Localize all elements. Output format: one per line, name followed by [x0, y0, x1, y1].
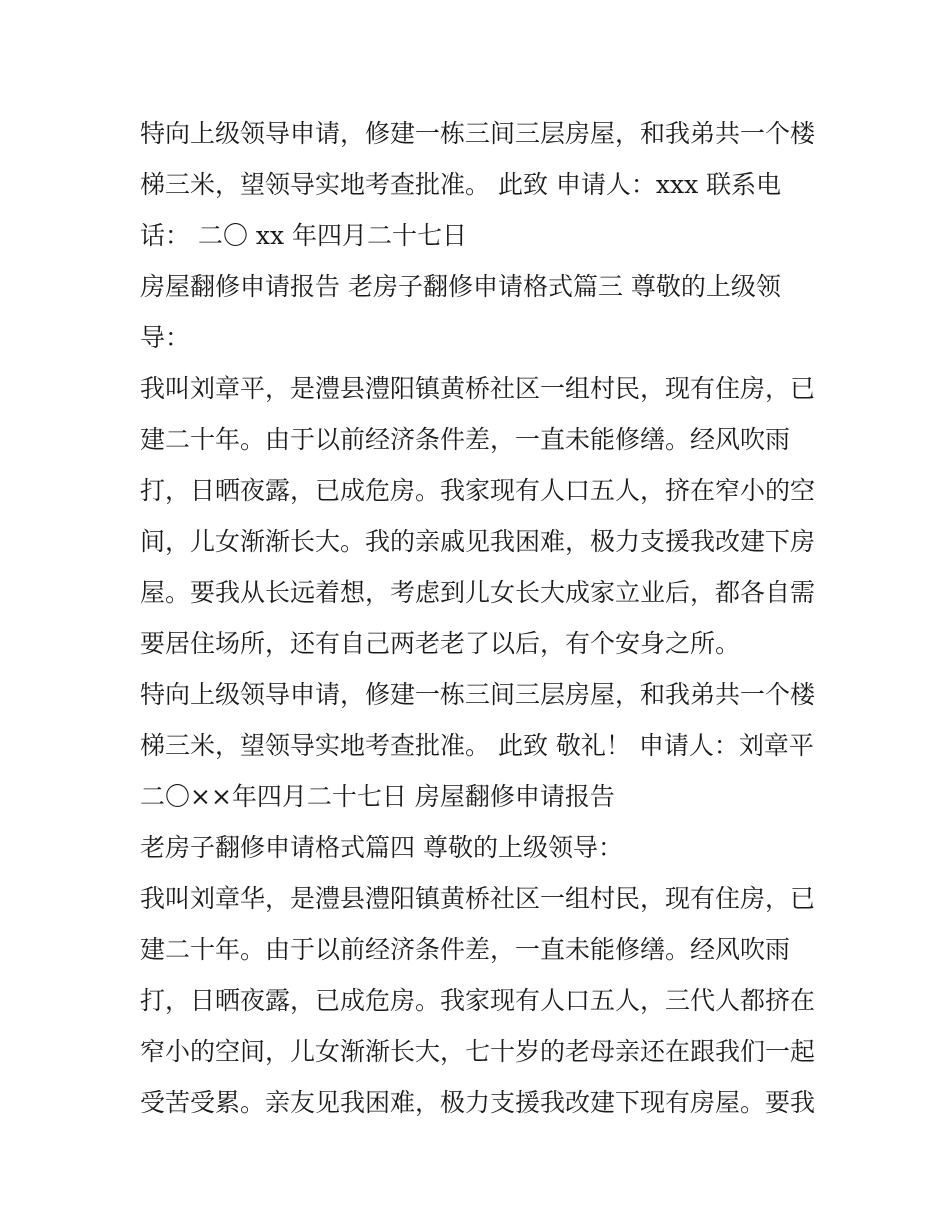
text-line: 建二十年。由于以前经济条件差，一直未能修缮。经风吹雨	[140, 425, 791, 454]
text-line: 打，日晒夜露，已成危房。我家现有人口五人，三代人都挤在	[140, 986, 816, 1015]
text-line: 导：	[140, 323, 191, 352]
text-line: 间，儿女渐渐长大。我的亲戚见我困难，极力支援我改建下房	[140, 527, 816, 556]
text-line: 二〇××年四月二十七日 房屋翻修申请报告	[140, 782, 615, 811]
document-body	[140, 108, 820, 1128]
text-line: 屋。要我从长远着想，考虑到儿女长大成家立业后，都各自需	[140, 578, 816, 607]
text-line: 老房子翻修申请格式篇四 尊敬的上级领导：	[140, 833, 623, 862]
text-line: 梯三米，望领导实地考查批准。 此致 敬礼！ 申请人：刘章平	[140, 731, 814, 760]
text-line: 特向上级领导申请，修建一栋三间三层房屋，和我弟共一个楼	[140, 119, 816, 148]
text-line: 话： 二〇 xx 年四月二十七日	[140, 221, 468, 250]
text-line: 要居住场所，还有自己两老老了以后，有个安身之所。	[140, 629, 741, 658]
text-line: 房屋翻修申请报告 老房子翻修申请格式篇三 尊敬的上级领	[140, 272, 781, 301]
text-line: 建二十年。由于以前经济条件差，一直未能修缮。经风吹雨	[140, 935, 791, 964]
text-line: 受苦受累。亲友见我困难，极力支援我改建下现有房屋。要我	[140, 1088, 816, 1117]
text-line: 窄小的空间，儿女渐渐长大，七十岁的老母亲还在跟我们一起	[140, 1037, 816, 1066]
text-line: 梯三米，望领导实地考查批准。 此致 申请人：xxx 联系电	[140, 170, 782, 199]
text-line: 特向上级领导申请，修建一栋三间三层房屋，和我弟共一个楼	[140, 680, 816, 709]
text-line: 打，日晒夜露，已成危房。我家现有人口五人，挤在窄小的空	[140, 476, 816, 505]
text-line: 我叫刘章平，是澧县澧阳镇黄桥社区一组村民，现有住房，已	[140, 374, 816, 403]
text-line: 我叫刘章华，是澧县澧阳镇黄桥社区一组村民，现有住房，已	[140, 884, 816, 913]
